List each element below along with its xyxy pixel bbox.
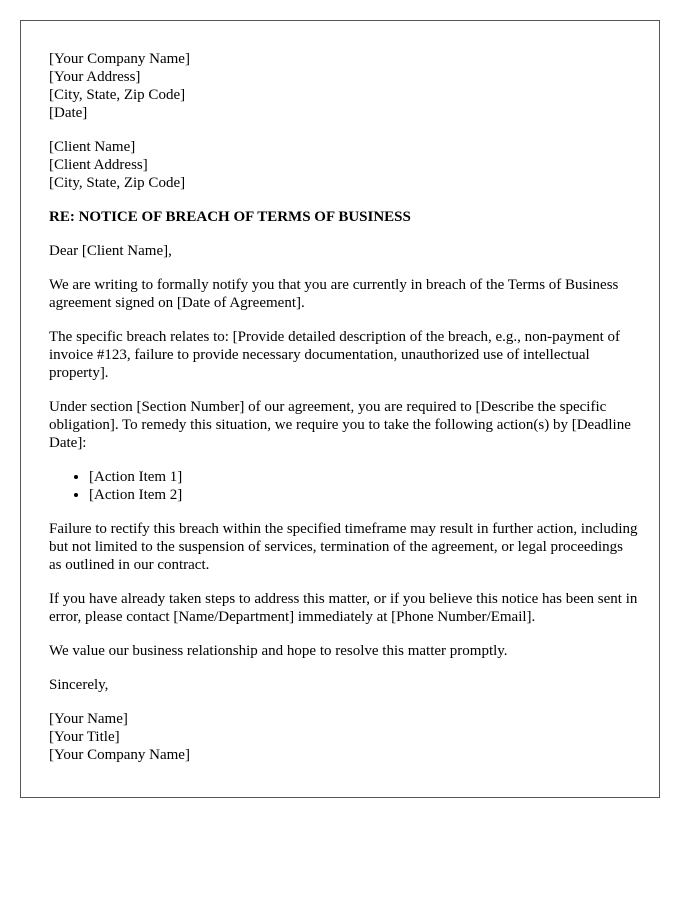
sender-address: [Your Address] [49,69,141,85]
signature-company: [Your Company Name] [49,747,190,763]
letter-content [49,50,639,780]
salutation: Dear [Client Name], [49,243,172,259]
paragraph-consequences: Failure to rectify this breach within the specified timeframe may result in further action, including but not limited to the suspension of services, termination of the agreement, or legal proceedings as outlined in our contract. [49,521,638,573]
sender-city: [City, State, Zip Code] [49,87,186,103]
letter-page [20,20,660,798]
signature-title: [Your Title] [49,729,120,745]
closing: Sincerely, [49,677,109,693]
recipient-address: [Client Address] [49,157,148,173]
paragraph-relationship: We value our business relationship and hope to resolve this matter promptly. [49,643,508,659]
sender-company: [Your Company Name] [49,51,190,67]
action-item-list [49,468,639,504]
paragraph-remedy: Under section [Section Number] of our agreement, you are required to [Describe the specific obligation]. To remedy this situation, we require you to take the following action(s) by [Deadline Date]: [49,399,631,451]
signature-name: [Your Name] [49,711,128,727]
recipient-city: [City, State, Zip Code] [49,175,186,191]
action-item: • [Action Item 2] [89,486,639,504]
signature-block [49,710,639,764]
letter-date: [Date] [49,105,88,121]
action-item: • [Action Item 1] [89,468,639,486]
subject-line: RE: NOTICE OF BREACH OF TERMS OF BUSINESS [49,209,411,225]
recipient-name: [Client Name] [49,139,136,155]
paragraph-contact: If you have already taken steps to address this matter, or if you believe this notice has been sent in error, please contact [Name/Department] immediately at [Phone Number/Email]. [49,591,638,625]
paragraph-notification: We are writing to formally notify you that you are currently in breach of the Terms of Business agreement signed on [Date of Agreement]. [49,277,619,311]
paragraph-breach-details: The specific breach relates to: [Provide detailed description of the breach, e.g., non-payment of invoice #123, failure to provide necessary documentation, unauthorized use of intellectual property]. [49,329,621,381]
sender-block [49,50,639,122]
recipient-block [49,138,639,192]
